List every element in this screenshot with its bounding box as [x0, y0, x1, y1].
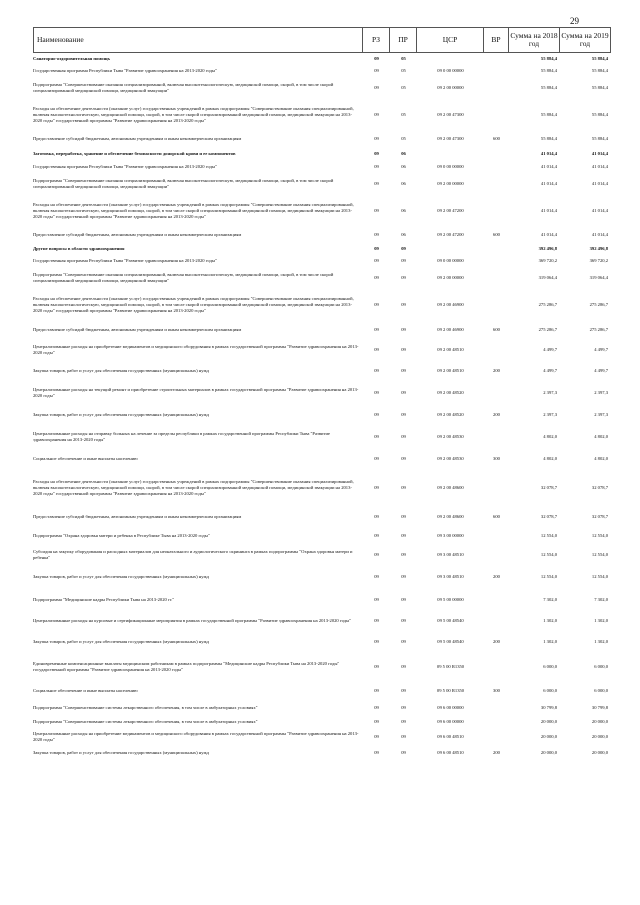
- cell-sum-2019: 1 302,0: [594, 639, 608, 645]
- cell-csr: 09 3 00 48510: [437, 552, 464, 558]
- cell-pr: 09: [401, 705, 406, 711]
- cell-vr: [484, 545, 509, 565]
- cell-pr: 05: [401, 85, 406, 91]
- cell-rz: 09: [374, 750, 379, 756]
- cell-csr: 09 6 00 48510: [437, 734, 464, 740]
- cell-name: Централизованные расходы на приобретение медикаментов и медицинского оборудования в рамках государственной программы "Развитие здравоохранения на 2013-2020 годы": [33, 731, 359, 742]
- cell-rz: 09: [374, 552, 379, 558]
- cell-rz: 09: [374, 597, 379, 603]
- cell-name: Государственная программа Республики Тыва "Развитие здравоохранения на 2013-2020 годы": [33, 258, 217, 264]
- cell-rz: 09: [374, 368, 379, 374]
- cell-vr: 200: [493, 368, 500, 374]
- cell-sum-2018: 55 884,4: [540, 85, 557, 91]
- cell-rz: 09: [374, 164, 379, 170]
- cell-vr: [484, 77, 509, 99]
- cell-sum-2018: 41 014,4: [540, 151, 557, 157]
- cell-sum-2019: 20 000,0: [591, 750, 608, 756]
- cell-sum-2019: 12 554,0: [591, 552, 608, 558]
- header-vr: ВР: [484, 27, 509, 53]
- cell-sum-2018: 30 799,8: [540, 705, 557, 711]
- cell-name: Централизованные расходы на отправку больных на лечение за пределы республики в рамках государственной программы Республики Тыва "Развитие здравоохранения на 2013-2020 годы": [33, 431, 330, 442]
- cell-sum-2019: 4 499,7: [594, 368, 608, 374]
- header-pr: ПР: [390, 27, 417, 53]
- cell-name: Подпрограмма "Охрана здоровья матери и ребенка в Республике Тыва на 2013-2020 годы": [33, 533, 210, 539]
- cell-name: Расходы на обеспечение деятельности (оказание услуг) государственных учреждений в рамках подпрограммы "Совершенствование оказания специализированной, включая высокотехнологическую, медицинской помощи, скорой, в том числе скорой специализированной медицинской помощи, медицинской эвакуации на 2013-2020 годы" государственной программы "Развитие здравоохранения на 2013-2020 годы": [33, 106, 354, 123]
- cell-pr: 05: [401, 112, 406, 118]
- cell-name: Закупка товаров, работ и услуг для обеспечения государственных (муниципальных) нужд: [33, 574, 209, 580]
- cell-sum-2019: 32 078,7: [591, 514, 608, 520]
- cell-vr: [484, 729, 509, 745]
- cell-pr: 09: [401, 275, 406, 281]
- cell-csr: [417, 147, 484, 161]
- cell-pr: 09: [401, 597, 406, 603]
- cell-vr: [484, 255, 509, 267]
- cell-sum-2018: 12 554,0: [540, 552, 557, 558]
- cell-sum-2019: 2 397,3: [594, 390, 608, 396]
- cell-rz: 09: [374, 485, 379, 491]
- cell-csr: 09 2 00 48510: [437, 368, 464, 374]
- cell-csr: 09 2 00 48520: [437, 390, 464, 396]
- cell-rz: 09: [374, 208, 379, 214]
- cell-vr: 200: [493, 750, 500, 756]
- cell-vr: [484, 195, 509, 227]
- cell-pr: 09: [401, 618, 406, 624]
- cell-rz: 09: [374, 302, 379, 308]
- cell-rz: 09: [374, 390, 379, 396]
- cell-csr: 09 2 00 48510: [437, 347, 464, 353]
- cell-rz: 09: [374, 574, 379, 580]
- cell-vr: [484, 267, 509, 289]
- cell-sum-2018: 55 884,4: [540, 56, 557, 62]
- cell-pr: 09: [401, 327, 406, 333]
- cell-sum-2018: 41 014,4: [540, 181, 557, 187]
- cell-vr: [484, 173, 509, 195]
- cell-sum-2018: 4 499,7: [543, 368, 557, 374]
- cell-pr: 09: [401, 258, 406, 264]
- cell-sum-2018: 7 302,0: [543, 597, 557, 603]
- cell-pr: 09: [401, 574, 406, 580]
- cell-rz: 09: [374, 347, 379, 353]
- cell-csr: 09 5 00 48540: [437, 618, 464, 624]
- cell-rz: 09: [374, 181, 379, 187]
- cell-sum-2018: 55 884,4: [540, 68, 557, 74]
- cell-csr: 09 0 00 00000: [437, 258, 464, 264]
- cell-vr: [484, 527, 509, 545]
- cell-vr: 600: [493, 327, 500, 333]
- cell-name: Другие вопросы в области здравоохранения: [33, 246, 125, 252]
- cell-pr: 09: [401, 456, 406, 462]
- cell-name: Закупка товаров, работ и услуг для обеспечения государственных (муниципальных) нужд: [33, 412, 209, 418]
- cell-sum-2018: 55 884,4: [540, 112, 557, 118]
- cell-pr: 09: [401, 368, 406, 374]
- cell-csr: 09 3 00 00000: [437, 533, 464, 539]
- cell-sum-2019: 6 000,0: [594, 688, 608, 694]
- cell-sum-2018: 1 302,0: [543, 618, 557, 624]
- cell-vr: [484, 381, 509, 405]
- header-sum-2018: Сумма на 2018 год: [509, 27, 560, 53]
- cell-name: Санаторно-оздоровительная помощь: [33, 56, 110, 62]
- cell-rz: 09: [374, 151, 379, 157]
- cell-name: Предоставление субсидий бюджетным, автономным учреждениям и иным некоммерческим организациям: [33, 327, 242, 333]
- cell-rz: 09: [374, 639, 379, 645]
- cell-pr: 06: [401, 151, 406, 157]
- cell-sum-2018: 319 064,4: [538, 275, 557, 281]
- cell-sum-2018: 41 014,4: [540, 164, 557, 170]
- budget-table: [33, 27, 611, 761]
- cell-name: Заготовка, переработка, хранение и обеспечение безопасности донорской крови и ее компонентов: [33, 151, 236, 157]
- cell-csr: 09 2 00 47200: [437, 232, 464, 238]
- cell-sum-2018: 275 286,7: [538, 302, 557, 308]
- cell-vr: 200: [493, 574, 500, 580]
- cell-pr: 05: [401, 68, 406, 74]
- cell-pr: 09: [401, 412, 406, 418]
- cell-rz: 09: [374, 68, 379, 74]
- cell-sum-2019: 392 496,8: [589, 246, 608, 252]
- cell-rz: 09: [374, 719, 379, 725]
- cell-csr: 09 5 00 48540: [437, 639, 464, 645]
- cell-csr: 09 5 00 R1350: [436, 664, 465, 670]
- cell-name: Подпрограмма "Совершенствование системы лекарственного обеспечения, в том числе в амбулаторных условиях": [33, 719, 258, 725]
- cell-name: Предоставление субсидий бюджетным, автономным учреждениям и иным некоммерческим организациям: [33, 514, 242, 520]
- cell-vr: 200: [493, 412, 500, 418]
- cell-vr: [484, 339, 509, 361]
- cell-rz: 09: [374, 533, 379, 539]
- cell-vr: [484, 653, 509, 681]
- cell-vr: [484, 53, 509, 65]
- cell-rz: 09: [374, 112, 379, 118]
- cell-vr: [484, 469, 509, 507]
- cell-name: Государственная программа Республики Тыва "Развитие здравоохранения на 2013-2020 годы": [33, 164, 217, 170]
- cell-sum-2018: 4 802,0: [543, 456, 557, 462]
- cell-rz: 09: [374, 56, 379, 62]
- cell-rz: 09: [374, 664, 379, 670]
- cell-sum-2019: 32 078,7: [591, 485, 608, 491]
- cell-sum-2018: 55 884,4: [540, 136, 557, 142]
- cell-sum-2019: 20 000,0: [591, 719, 608, 725]
- cell-pr: 09: [401, 750, 406, 756]
- cell-pr: 09: [401, 688, 406, 694]
- cell-sum-2019: 1 302,0: [594, 618, 608, 624]
- cell-name: Подпрограмма "Совершенствование оказания специализированной, включая высокотехнологическую, медицинской помощи, скорой, в том числе скорой специализированной медицинской помощи, медицинской эвакуации": [33, 178, 334, 189]
- cell-sum-2019: 20 000,0: [591, 734, 608, 740]
- cell-name: Расходы на обеспечение деятельности (оказание услуг) государственных учреждений в рамках подпрограммы "Совершенствование оказания специализированной, включая высокотехнологическую, медицинской помощи, скорой, в том числе скорой специализированной медицинской помощи, медицинской эвакуации на 2013-2020 годы" государственной программы "Развитие здравоохранения на 2013-2020 годы": [33, 296, 354, 313]
- cell-csr: 09 2 00 47300: [437, 136, 464, 142]
- cell-vr: [484, 99, 509, 131]
- cell-name: Расходы на обеспечение деятельности (оказание услуг) государственных учреждений в рамках подпрограммы "Совершенствование оказания специализированной, включая высокотехнологическую, медицинской помощи, скорой, в том числе скорой специализированной медицинской помощи, медицинской эвакуации на 2013-2020 годы" государственной программы "Развитие здравоохранения на 2013-2020 годы": [33, 202, 354, 219]
- cell-sum-2018: 369 720,2: [538, 258, 557, 264]
- cell-name: Социальное обеспечение и иные выплаты населению: [33, 688, 138, 694]
- cell-sum-2018: 41 014,4: [540, 232, 557, 238]
- cell-vr: [484, 243, 509, 255]
- cell-sum-2018: 32 078,7: [540, 485, 557, 491]
- cell-rz: 09: [374, 514, 379, 520]
- cell-csr: 09 0 00 00000: [437, 164, 464, 170]
- cell-pr: 09: [401, 485, 406, 491]
- cell-csr: 09 5 00 00000: [437, 597, 464, 603]
- cell-name: Предоставление субсидий бюджетным, автономным учреждениям и иным некоммерческим организациям: [33, 136, 242, 142]
- cell-pr: 09: [401, 639, 406, 645]
- cell-rz: 09: [374, 688, 379, 694]
- cell-rz: 09: [374, 456, 379, 462]
- cell-csr: 09 6 00 00000: [437, 705, 464, 711]
- cell-csr: 09 2 00 00000: [437, 181, 464, 187]
- cell-sum-2018: 1 302,0: [543, 639, 557, 645]
- cell-csr: 09 2 00 46900: [437, 327, 464, 333]
- cell-sum-2019: 275 286,7: [589, 327, 608, 333]
- cell-name: Единовременные компенсационные выплаты медицинским работникам в рамках подпрограммы "Медицинские кадры Республики Тыва на 2013-2020 годы" государственной программы "Развитие здравоохранения на 2013-2020 годы": [33, 661, 340, 672]
- cell-sum-2019: 6 000,0: [594, 664, 608, 670]
- cell-rz: 09: [374, 258, 379, 264]
- cell-vr: 600: [493, 232, 500, 238]
- cell-pr: 09: [401, 533, 406, 539]
- cell-sum-2019: 369 720,2: [589, 258, 608, 264]
- cell-rz: 09: [374, 275, 379, 281]
- cell-rz: 09: [374, 434, 379, 440]
- cell-csr: 09 2 00 46900: [437, 302, 464, 308]
- cell-sum-2018: 392 496,8: [538, 246, 557, 252]
- cell-csr: 09 2 00 47200: [437, 208, 464, 214]
- cell-sum-2019: 12 554,0: [591, 574, 608, 580]
- cell-name: Субсидия на закупку оборудования и расходных материалов для неонатального и аудиологического скрининга в рамках подпрограммы "Охрана здоровья матери и ребенка": [33, 549, 353, 560]
- cell-pr: 09: [401, 390, 406, 396]
- cell-sum-2019: 4 802,0: [594, 434, 608, 440]
- cell-rz: 09: [374, 85, 379, 91]
- cell-sum-2018: 2 397,3: [543, 412, 557, 418]
- cell-csr: 09 3 00 48510: [437, 574, 464, 580]
- cell-vr: [484, 65, 509, 77]
- cell-name: Закупка товаров, работ и услуг для обеспечения государственных (муниципальных) нужд: [33, 368, 209, 374]
- cell-vr: [484, 425, 509, 449]
- cell-csr: [417, 243, 484, 255]
- cell-pr: 09: [401, 347, 406, 353]
- cell-sum-2019: 4 802,0: [594, 456, 608, 462]
- cell-sum-2019: 41 014,4: [591, 181, 608, 187]
- cell-pr: 06: [401, 164, 406, 170]
- cell-vr: [484, 289, 509, 321]
- cell-name: Подпрограмма "Совершенствование оказания специализированной, включая высокотехнологическую, медицинской помощи, скорой, в том числе скорой специализированной медицинской помощи, медицинской эвакуации": [33, 82, 334, 93]
- cell-name: Государственная программа Республики Тыва "Развитие здравоохранения на 2013-2020 годы": [33, 68, 217, 74]
- cell-sum-2019: 2 397,3: [594, 412, 608, 418]
- cell-sum-2018: 41 014,4: [540, 208, 557, 214]
- cell-rz: 09: [374, 705, 379, 711]
- cell-sum-2018: 20 000,0: [540, 734, 557, 740]
- cell-sum-2019: 55 884,4: [591, 85, 608, 91]
- cell-sum-2018: 20 000,0: [540, 719, 557, 725]
- cell-csr: 09 2 00 48600: [437, 514, 464, 520]
- cell-csr: 09 6 00 48510: [437, 750, 464, 756]
- cell-csr: 09 2 00 48600: [437, 485, 464, 491]
- cell-name: Подпрограмма "Медицинские кадры Республики Тыва на 2013-2020 гг.": [33, 597, 175, 603]
- cell-sum-2018: 32 078,7: [540, 514, 557, 520]
- cell-rz: 09: [374, 327, 379, 333]
- cell-rz: 09: [374, 734, 379, 740]
- cell-pr: 09: [401, 302, 406, 308]
- cell-sum-2018: 12 554,0: [540, 574, 557, 580]
- cell-pr: 09: [401, 664, 406, 670]
- cell-sum-2019: 41 014,4: [591, 208, 608, 214]
- cell-name: Предоставление субсидий бюджетным, автономным учреждениям и иным некоммерческим организациям: [33, 232, 242, 238]
- cell-vr: [484, 701, 509, 715]
- header-sum-2019: Сумма на 2019 год: [560, 27, 611, 53]
- cell-sum-2019: 275 286,7: [589, 302, 608, 308]
- cell-pr: 06: [401, 208, 406, 214]
- cell-vr: 200: [493, 639, 500, 645]
- header-csr: ЦСР: [417, 27, 484, 53]
- cell-csr: 09 2 00 00000: [437, 275, 464, 281]
- cell-csr: [417, 53, 484, 65]
- cell-vr: [484, 161, 509, 173]
- cell-vr: [484, 147, 509, 161]
- cell-sum-2019: 55 884,4: [591, 112, 608, 118]
- cell-sum-2019: 55 884,4: [591, 68, 608, 74]
- cell-pr: 09: [401, 719, 406, 725]
- cell-pr: 09: [401, 734, 406, 740]
- cell-rz: 09: [374, 618, 379, 624]
- cell-name: Закупка товаров, работ и услуг для обеспечения государственных (муниципальных) нужд: [33, 750, 209, 756]
- cell-sum-2018: 12 554,0: [540, 533, 557, 539]
- cell-name: Централизованные расходы на текущий ремонт и приобретение строительных материалов в рамках государственной программы "Развитие здравоохранения на 2013-2020 годы": [33, 387, 359, 398]
- cell-sum-2018: 4 499,7: [543, 347, 557, 353]
- cell-csr: 09 2 00 48530: [437, 434, 464, 440]
- cell-sum-2019: 4 499,7: [594, 347, 608, 353]
- cell-name: Подпрограмма "Совершенствование системы лекарственного обеспечения, в том числе в амбулаторных условиях": [33, 705, 258, 711]
- cell-csr: 09 2 00 48520: [437, 412, 464, 418]
- cell-pr: 05: [401, 56, 406, 62]
- cell-pr: 09: [401, 514, 406, 520]
- cell-sum-2018: 6 000,0: [543, 664, 557, 670]
- cell-sum-2019: 12 554,0: [591, 533, 608, 539]
- cell-pr: 09: [401, 246, 406, 252]
- cell-vr: [484, 611, 509, 631]
- cell-name: Расходы на обеспечение деятельности (оказание услуг) государственных учреждений в рамках подпрограммы "Совершенствование оказания специализированной, включая высокотехнологическую, медицинской помощи, скорой, в том числе скорой специализированной медицинской помощи, медицинской эвакуации на 2013-2020 годы" государственной программы "Развитие здравоохранения на 2013-2020 годы": [33, 479, 354, 496]
- cell-name: Централизованные расходы на курсовые и сертификационные мероприятия в рамках государственной программы "Развитие здравоохранения на 2013-2020 годы": [33, 618, 352, 624]
- cell-csr: 09 5 00 R1350: [436, 688, 465, 694]
- cell-pr: 09: [401, 552, 406, 558]
- cell-vr: [484, 715, 509, 729]
- cell-vr: [484, 589, 509, 611]
- cell-name: Подпрограмма "Совершенствование оказания специализированной, включая высокотехнологическую, медицинской помощи, скорой, в том числе скорой специализированной медицинской помощи, медицинской эвакуации": [33, 272, 334, 283]
- cell-pr: 06: [401, 232, 406, 238]
- cell-sum-2018: 20 000,0: [540, 750, 557, 756]
- cell-sum-2018: 2 397,3: [543, 390, 557, 396]
- header-name: Наименование: [33, 27, 363, 53]
- cell-rz: 09: [374, 246, 379, 252]
- page-number: 29: [570, 16, 579, 26]
- cell-vr: 300: [493, 688, 500, 694]
- cell-vr: 600: [493, 136, 500, 142]
- cell-name: Социальное обеспечение и иные выплаты населению: [33, 456, 138, 462]
- cell-sum-2018: 4 802,0: [543, 434, 557, 440]
- cell-csr: 09 0 00 00000: [437, 68, 464, 74]
- cell-sum-2019: 55 884,4: [591, 56, 608, 62]
- cell-csr: 09 2 00 48530: [437, 456, 464, 462]
- cell-name: Закупка товаров, работ и услуг для обеспечения государственных (муниципальных) нужд: [33, 639, 209, 645]
- cell-sum-2019: 319 064,4: [589, 275, 608, 281]
- cell-sum-2019: 30 799,8: [591, 705, 608, 711]
- cell-vr: 300: [493, 456, 500, 462]
- cell-name: Централизованные расходы на приобретение медикаментов и медицинского оборудования в рамках государственной программы "Развитие здравоохранения на 2013-2020 годы": [33, 344, 359, 355]
- cell-sum-2019: 41 014,4: [591, 164, 608, 170]
- cell-sum-2019: 41 014,4: [591, 151, 608, 157]
- cell-sum-2019: 41 014,4: [591, 232, 608, 238]
- cell-vr: 600: [493, 514, 500, 520]
- cell-csr: 09 6 00 00000: [437, 719, 464, 725]
- cell-rz: 09: [374, 232, 379, 238]
- cell-pr: 06: [401, 181, 406, 187]
- cell-rz: 09: [374, 136, 379, 142]
- cell-sum-2019: 7 302,0: [594, 597, 608, 603]
- cell-rz: 09: [374, 412, 379, 418]
- header-rz: РЗ: [363, 27, 390, 53]
- cell-pr: 09: [401, 434, 406, 440]
- cell-sum-2018: 6 000,0: [543, 688, 557, 694]
- cell-sum-2018: 275 286,7: [538, 327, 557, 333]
- cell-sum-2019: 55 884,4: [591, 136, 608, 142]
- cell-pr: 05: [401, 136, 406, 142]
- cell-csr: 09 2 00 00000: [437, 85, 464, 91]
- cell-csr: 09 2 00 47300: [437, 112, 464, 118]
